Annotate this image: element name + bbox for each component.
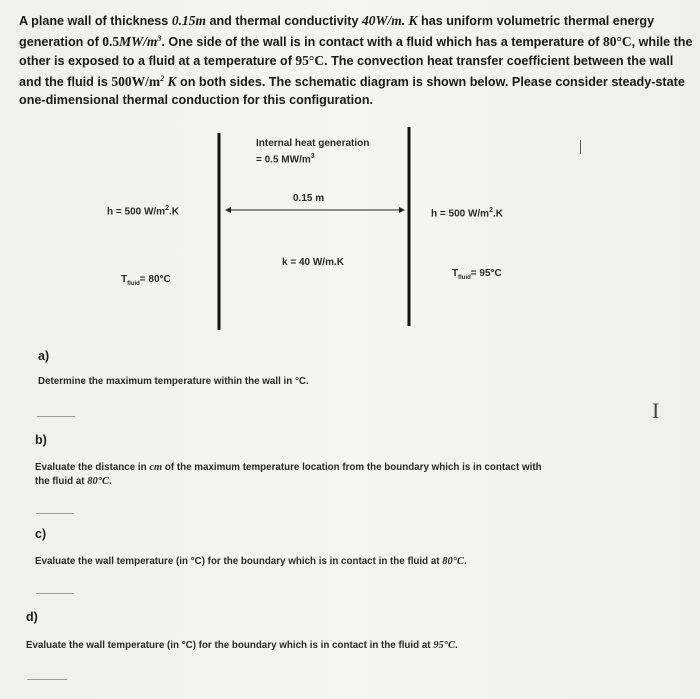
problem-text: and thermal conductivity <box>205 14 363 28</box>
question-b-label: b) <box>35 433 47 447</box>
convection-unit: K <box>164 73 177 89</box>
problem-text: has uniform volumetric thermal energy generation of <box>19 14 655 50</box>
h-left-label: h = 500 $W/m^2.K$ <box>107 205 179 218</box>
answer-c-blank[interactable] <box>36 593 74 594</box>
fluid-temp-right-label: $T_{fluid}= 95^\circ C$ <box>452 268 502 281</box>
question-c-text: Evaluate the wall temperature (in °C) for the boundary which is in contact in the fluid at 80°C. <box>35 556 467 567</box>
generation-value: 0.5 <box>102 34 120 50</box>
question-d-label: d) <box>26 610 38 624</box>
thickness-value: 0.15m <box>171 13 206 28</box>
heat-generation-label: Internal heat generation = 0.5 $MW/m^3$ <box>256 138 370 166</box>
fluid-temp-right-value: 95°C <box>295 52 325 68</box>
problem-text: A plane wall of thickness <box>19 14 172 28</box>
conductivity-value: 40W/m. K <box>362 13 418 28</box>
question-d-text: Evaluate the wall temperature (in °C) for the boundary which is in contact in the fluid at 95°C. <box>26 640 458 651</box>
text-cursor-icon: I <box>652 398 660 423</box>
question-a-text: Determine the maximum temperature within the wall in °C. <box>38 376 309 387</box>
question-c-label: c) <box>35 527 47 541</box>
problem-text: , while the other is exposed to a fluid at a temperature of <box>19 35 693 68</box>
h-right-label: h = 500 $W/m^2.K$ <box>431 207 503 220</box>
answer-a-blank[interactable] <box>37 416 75 417</box>
question-b-text: Evaluate the distance in cm of the maximum temperature location from the boundary which is in contact with the fluid at 80°C. <box>35 462 542 487</box>
stray-mark <box>580 140 581 154</box>
problem-text: on both sides. The schematic diagram is shown below. Please consider steady-state one-dimensional thermal conduction for this configuration. <box>19 74 685 108</box>
fluid-temp-left-value: 80°C <box>602 34 632 50</box>
thickness-label: 0.15 m <box>293 193 325 204</box>
answer-d-blank[interactable] <box>27 679 67 680</box>
problem-text: . The convection heat transfer coefficient between the wall and the fluid is <box>19 53 674 89</box>
generation-unit-exponent: 3 <box>157 34 162 44</box>
question-a-label: a) <box>38 349 50 363</box>
convection-coefficient-value: 500W/m <box>111 73 161 89</box>
problem-text: . One side of the wall is in contact with a fluid which has a temperature of <box>161 35 603 50</box>
generation-unit: MW/m <box>119 34 158 50</box>
fluid-temp-left-label: $T_{fluid}= 80^\circ C$ <box>121 274 171 287</box>
answer-b-blank[interactable] <box>36 513 74 514</box>
conductivity-label: k = 40 W/m.K <box>282 257 344 268</box>
convection-unit-exponent: 2 <box>160 73 165 83</box>
